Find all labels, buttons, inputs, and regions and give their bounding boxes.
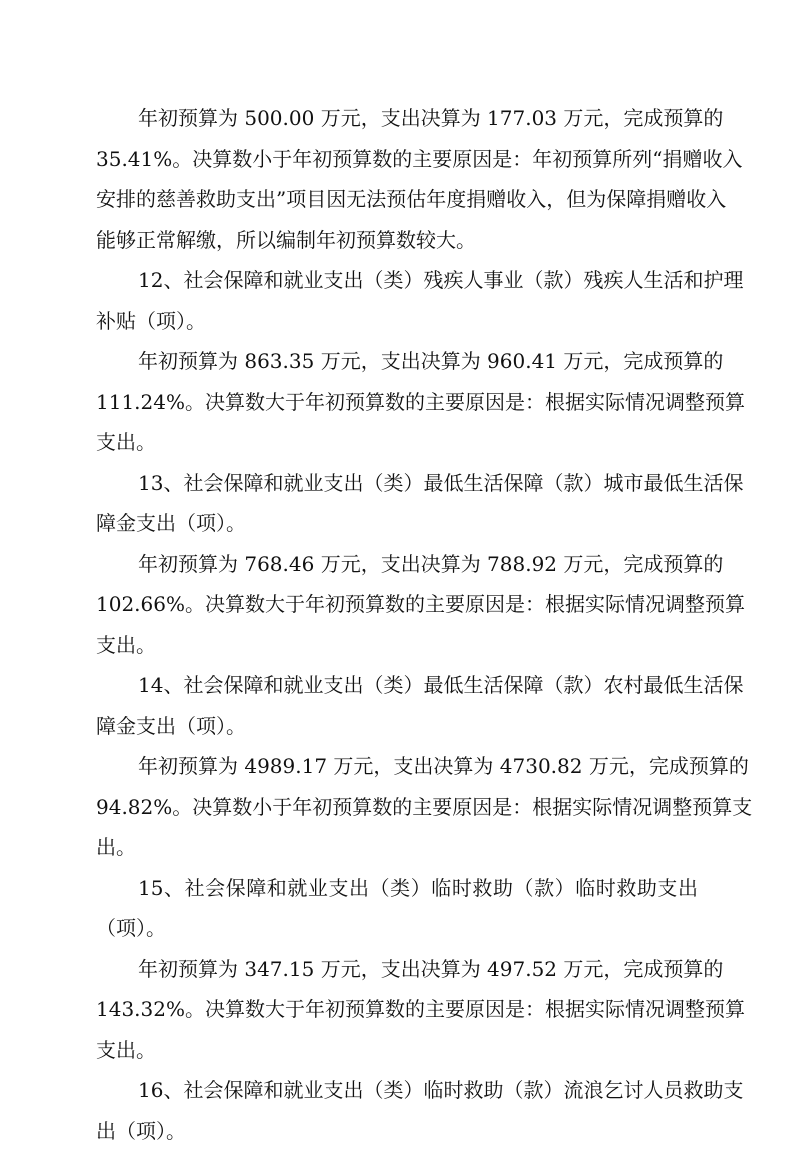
text-line: 能够正常解缴，所以编制年初预算数较大。 bbox=[96, 220, 698, 261]
text-line: 15、社会保障和就业支出（类）临时救助（款）临时救助支出 bbox=[96, 868, 698, 909]
text-line: 143.32%。决算数大于年初预算数的主要原因是：根据实际情况调整预算 bbox=[96, 989, 698, 1030]
text-line: 年初预算为 4989.17 万元，支出决算为 4730.82 万元，完成预算的 bbox=[96, 746, 698, 787]
paragraph bbox=[96, 746, 698, 868]
text-line: 支出。 bbox=[96, 422, 698, 463]
text-line: 安排的慈善救助支出”项目因无法预估年度捐赠收入，但为保障捐赠收入 bbox=[96, 179, 698, 220]
paragraph bbox=[96, 98, 698, 260]
text-line: 补贴（项）。 bbox=[96, 301, 698, 342]
paragraph bbox=[96, 544, 698, 666]
paragraph bbox=[96, 463, 698, 544]
paragraph bbox=[96, 665, 698, 746]
text-line: 94.82%。决算数小于年初预算数的主要原因是：根据实际情况调整预算支 bbox=[96, 787, 698, 828]
text-line: 障金支出（项）。 bbox=[96, 503, 698, 544]
paragraph bbox=[96, 949, 698, 1071]
text-line: 年初预算为 863.35 万元，支出决算为 960.41 万元，完成预算的 bbox=[96, 341, 698, 382]
text-line: 14、社会保障和就业支出（类）最低生活保障（款）农村最低生活保 bbox=[96, 665, 698, 706]
document-body bbox=[96, 98, 698, 1151]
text-line: 111.24%。决算数大于年初预算数的主要原因是：根据实际情况调整预算 bbox=[96, 382, 698, 423]
text-line: 出（项）。 bbox=[96, 1111, 698, 1151]
text-line: 年初预算为 347.15 万元，支出决算为 497.52 万元，完成预算的 bbox=[96, 949, 698, 990]
text-line: 13、社会保障和就业支出（类）最低生活保障（款）城市最低生活保 bbox=[96, 463, 698, 504]
text-line: 35.41%。决算数小于年初预算数的主要原因是：年初预算所列“捐赠收入 bbox=[96, 139, 698, 180]
text-line: （项）。 bbox=[96, 908, 698, 949]
paragraph bbox=[96, 341, 698, 463]
paragraph bbox=[96, 1070, 698, 1151]
paragraph bbox=[96, 260, 698, 341]
text-line: 年初预算为 768.46 万元，支出决算为 788.92 万元，完成预算的 bbox=[96, 544, 698, 585]
text-line: 年初预算为 500.00 万元，支出决算为 177.03 万元，完成预算的 bbox=[96, 98, 698, 139]
text-line: 16、社会保障和就业支出（类）临时救助（款）流浪乞讨人员救助支 bbox=[96, 1070, 698, 1111]
text-line: 支出。 bbox=[96, 1030, 698, 1071]
text-line: 障金支出（项）。 bbox=[96, 706, 698, 747]
text-line: 出。 bbox=[96, 827, 698, 868]
paragraph bbox=[96, 868, 698, 949]
text-line: 支出。 bbox=[96, 625, 698, 666]
text-line: 12、社会保障和就业支出（类）残疾人事业（款）残疾人生活和护理 bbox=[96, 260, 698, 301]
text-line: 102.66%。决算数大于年初预算数的主要原因是：根据实际情况调整预算 bbox=[96, 584, 698, 625]
